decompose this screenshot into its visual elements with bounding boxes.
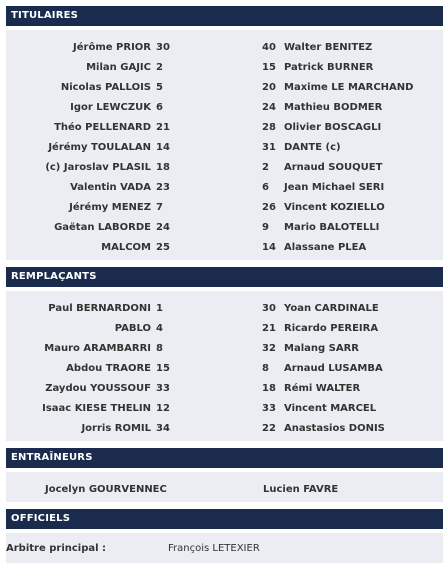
away-player-number: 26 — [262, 202, 276, 213]
away-player-name: DANTE (c) — [284, 142, 341, 153]
away-player-name: Walter BENITEZ — [284, 42, 373, 53]
home-player-name: Abdou TRAORE — [66, 363, 151, 374]
away-player-name: Olivier BOSCAGLI — [284, 122, 382, 133]
entraineurs-panel — [6, 472, 443, 502]
home-player-name: Zaydou YOUSSOUF — [45, 383, 151, 394]
away-player-number: 28 — [262, 122, 276, 133]
away-player-name: Malang SARR — [284, 343, 359, 354]
titulaires-panel — [6, 30, 443, 260]
home-player-name: Jorris ROMIL — [81, 423, 151, 434]
home-player-name: Paul BERNARDONI — [48, 303, 151, 314]
away-player-number: 40 — [262, 42, 276, 53]
home-player-number: 4 — [156, 323, 163, 334]
home-player-number: 18 — [156, 162, 170, 173]
home-player-number: 23 — [156, 182, 170, 193]
away-player-number: 14 — [262, 242, 276, 253]
away-player-number: 24 — [262, 102, 276, 113]
officiels-header: OFFICIELS — [6, 509, 443, 529]
home-player-name: Gaëtan LABORDE — [54, 222, 151, 233]
away-coach: Lucien FAVRE — [263, 484, 339, 495]
home-coach: Jocelyn GOURVENNEC — [45, 484, 167, 495]
home-player-number: 25 — [156, 242, 170, 253]
away-player-name: Arnaud SOUQUET — [284, 162, 383, 173]
away-player-name: Mario BALOTELLI — [284, 222, 380, 233]
home-player-number: 24 — [156, 222, 170, 233]
home-player-name: Jérôme PRIOR — [73, 42, 151, 53]
home-player-name: MALCOM — [101, 242, 151, 253]
away-player-number: 33 — [262, 403, 276, 414]
away-player-name: Arnaud LUSAMBA — [284, 363, 383, 374]
home-player-number: 33 — [156, 383, 170, 394]
referee-label: Arbitre principal : — [6, 543, 107, 554]
away-player-name: Jean Michael SERI — [284, 182, 385, 193]
titulaires-header: TITULAIRES — [6, 6, 443, 26]
away-player-name: Patrick BURNER — [284, 62, 374, 73]
home-player-name: Milan GAJIC — [86, 62, 151, 73]
home-player-name: Nicolas PALLOIS — [60, 82, 151, 93]
home-player-name: Isaac KIESE THELIN — [42, 403, 151, 414]
referee-name: François LETEXIER — [168, 543, 260, 554]
away-player-number: 9 — [262, 222, 269, 233]
home-player-name: PABLO — [114, 323, 151, 334]
away-player-number: 15 — [262, 62, 276, 73]
away-player-name: Vincent KOZIELLO — [284, 202, 385, 213]
home-player-number: 34 — [156, 423, 170, 434]
home-player-name: (c) Jaroslav PLASIL — [45, 162, 151, 173]
away-player-name: Vincent MARCEL — [284, 403, 377, 414]
away-player-number: 6 — [262, 182, 269, 193]
away-player-number: 8 — [262, 363, 269, 374]
away-player-name: Anastasios DONIS — [284, 423, 385, 434]
away-player-number: 31 — [262, 142, 276, 153]
away-player-number: 2 — [262, 162, 269, 173]
away-player-name: Maxime LE MARCHAND — [284, 82, 414, 93]
away-player-number: 20 — [262, 82, 276, 93]
home-player-number: 8 — [156, 343, 163, 354]
away-player-name: Mathieu BODMER — [284, 102, 383, 113]
home-player-number: 1 — [156, 303, 163, 314]
home-player-number: 14 — [156, 142, 170, 153]
away-player-name: Rémi WALTER — [284, 383, 361, 394]
home-player-name: Jérémy TOULALAN — [48, 142, 151, 153]
home-player-number: 15 — [156, 363, 170, 374]
remplacants-panel — [6, 291, 443, 441]
home-player-number: 12 — [156, 403, 170, 414]
away-player-name: Ricardo PEREIRA — [284, 323, 379, 334]
home-player-number: 2 — [156, 62, 163, 73]
home-player-name: Igor LEWCZUK — [70, 102, 151, 113]
officiels-panel — [6, 533, 443, 563]
away-player-number: 21 — [262, 323, 276, 334]
home-player-name: Mauro ARAMBARRI — [44, 343, 151, 354]
home-player-number: 21 — [156, 122, 170, 133]
home-player-number: 30 — [156, 42, 170, 53]
away-player-name: Alassane PLEA — [284, 242, 367, 253]
home-player-number: 7 — [156, 202, 163, 213]
away-player-number: 30 — [262, 303, 276, 314]
home-player-number: 5 — [156, 82, 163, 93]
home-player-name: Théo PELLENARD — [54, 122, 151, 133]
away-player-number: 32 — [262, 343, 276, 354]
home-player-name: Valentin VADA — [70, 182, 151, 193]
remplacants-header: REMPLAÇANTS — [6, 267, 443, 287]
away-player-number: 18 — [262, 383, 276, 394]
home-player-name: Jérémy MENEZ — [69, 202, 151, 213]
home-player-number: 6 — [156, 102, 163, 113]
away-player-number: 22 — [262, 423, 276, 434]
entraineurs-header: ENTRAÎNEURS — [6, 448, 443, 468]
away-player-name: Yoan CARDINALE — [284, 303, 379, 314]
